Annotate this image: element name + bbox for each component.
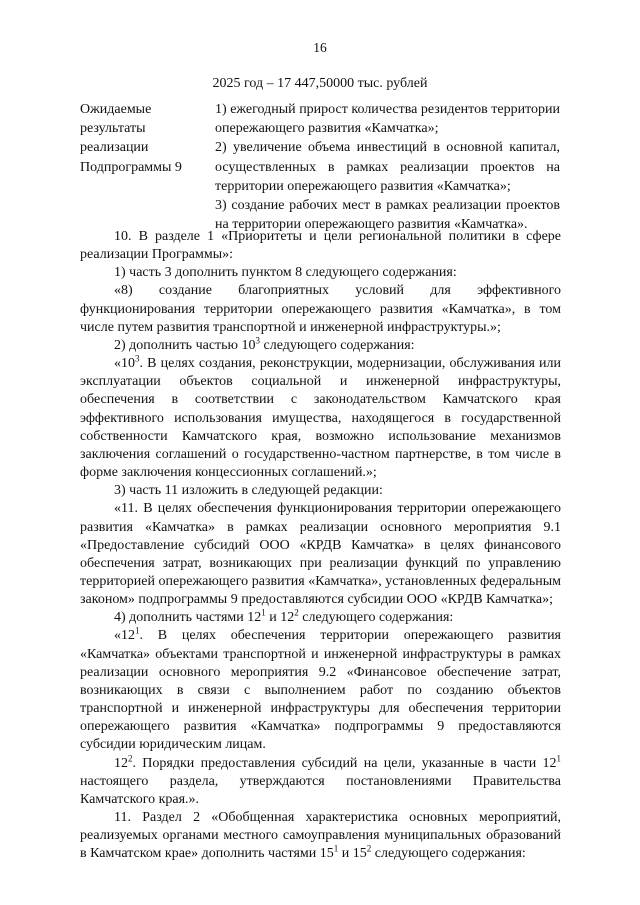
expected-results-label: Ожидаемые результаты реализации Подпрограммы 9 — [80, 102, 182, 175]
page-number: 16 — [313, 40, 327, 55]
paragraph: 1) часть 3 дополнить пунктом 8 следующего содержания: — [114, 265, 457, 281]
paragraph: «$12^1$. В целях обеспечения территории опережающего развития «Камчатка» объектами транспортной и инженерной инфраструктуры в рамках реализации основного мероприятия 9.2 «Финансовое обеспечение затрат, возникающих в связи с выполнением работ по созданию объектов транспортной и инженерной инфраструктуры для обеспечения территории опережающего развития «Камчатка» подпрограммы 9 предоставляются субсидии юридическим лицам. — [80, 625, 561, 753]
paragraph: 4) дополнить частями $12^1$ и $12^2$ следующего содержания: — [114, 607, 454, 626]
expected-results-list — [215, 100, 560, 234]
paragraph: $12^2$. Порядки предоставления субсидий на цели, указанные в части $12^1$ настоящего раздела, утверждаются постановлениями Правительства Камчатского края.». — [80, 752, 561, 807]
paragraph: «$10^3$. В целях создания, реконструкции, модернизации, обслуживания или эксплуатации объектов социальной и инженерной инфраструктуры, обеспечения в соответствии с законодательством Камчатского края эффективного использования имущества, находящегося в государственной собственности Камчатского края, возможно использование механизмов заключения соглашений о государственно-частном партнерстве, в том числе в форме заключения концессионных соглашений.»; — [80, 353, 561, 481]
paragraph: «8) создание благоприятных условий для эффективного функционирования территории опережающего развития «Камчатка», в том числе путем развития транспортной и инженерной инфраструктуры.»; — [80, 283, 561, 335]
result-item: 3) создание рабочих мест в рамках реализации проектов на территории опережающего развития «Камчатка». — [215, 198, 560, 233]
expected-results-row — [80, 100, 560, 234]
result-item: 1) ежегодный прирост количества резидентов территории опережающего развития «Камчатка»; — [215, 102, 560, 137]
document-body — [80, 228, 561, 863]
paragraph: 3) часть 11 изложить в следующей редакции: — [114, 483, 383, 499]
result-item: 2) увеличение объема инвестиций в основной капитал, осуществленных в рамках реализации проектов на территории опережающего развития «Камчатка»; — [215, 140, 560, 194]
funding-line: 2025 год – 17 447,50000 тыс. рублей — [212, 76, 428, 91]
paragraph: 10. В разделе 1 «Приоритеты и цели региональной политики в сфере реализации Программы»: — [80, 229, 561, 263]
paragraph: «11. В целях обеспечения функционирования территории опережающего развития «Камчатка» в рамках реализации основного мероприятия 9.1 «Предоставление субсидий ООО «КРДВ Камчатка» в целях финансового обеспечения затрат, возникающих при реализации функций по управлению территорией опережающего развития «Камчатка», установленных федеральным законом» подпрограммы 9 предоставляются субсидии ООО «КРДВ Камчатка»; — [80, 501, 561, 608]
paragraph: 11. Раздел 2 «Обобщенная характеристика основных мероприятий, реализуемых органами местного самоуправления муниципальных образований в Камчатском крае» дополнить частями $15^1$ и $15^2$ следующего содержания: — [80, 810, 561, 862]
paragraph: 2) дополнить частью $10^3$ следующего содержания: — [114, 335, 415, 353]
